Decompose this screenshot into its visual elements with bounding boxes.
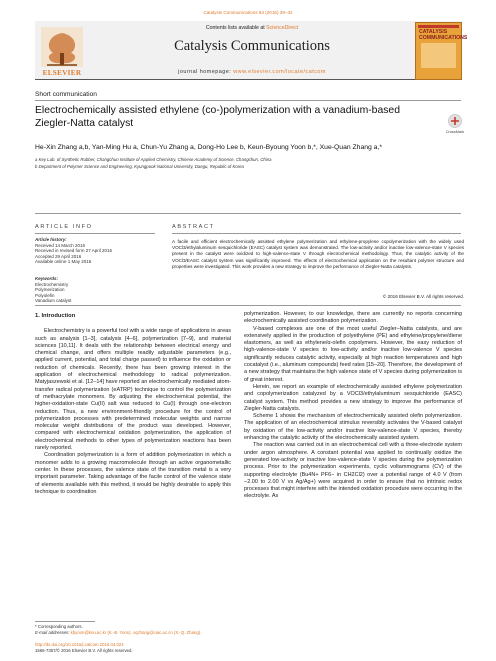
cover-band: [418, 25, 459, 28]
cover-title: CATALYSIS COMMUNICATIONS: [419, 29, 468, 41]
publisher-logo-text: ELSEVIER: [42, 69, 82, 77]
issn-line: 1566-7367/© 2016 Elsevier B.V. All rights reserved.: [35, 648, 133, 653]
cover-image: [421, 43, 456, 68]
history-received: Received 14 March 2016: [35, 242, 86, 248]
divider: [35, 233, 155, 234]
article-history: [35, 237, 155, 265]
keywords: [35, 276, 155, 304]
author-list: He-Xin Zhang a,b, Yan-Ming Hu a, Chun-Yu Zhang a, Dong-Ho Lee b, Keun-Byoung Yoon b,*, Xue-Quan Zhang a,*: [35, 144, 382, 151]
footnote-divider: [35, 621, 95, 622]
history-label: Article history:: [35, 237, 67, 242]
journal-citation[interactable]: Catalysis Communications 83 (2016) 39–42: [203, 10, 293, 15]
keyword: Vanadium catalyst: [35, 298, 72, 304]
sciencedirect-link[interactable]: ScienceDirect: [266, 25, 299, 31]
paragraph: polymerization. However, to our knowledge, there are currently no reports concerning electrochemically assisted coordination polymerization.: [244, 311, 462, 325]
history-online: Available online 1 May 2016: [35, 259, 92, 265]
divider: [35, 100, 461, 101]
keyword: Electrochemistry: [35, 281, 69, 287]
section-heading: 1. Introduction: [35, 313, 76, 319]
homepage-prefix: journal homepage:: [178, 69, 234, 75]
corresponding-note: * Corresponding authors.: [35, 624, 83, 629]
article-info-heading: ARTICLE INFO: [35, 224, 93, 230]
divider: [35, 213, 461, 214]
contents-line: [89, 25, 415, 31]
email-links[interactable]: kbyoon@knu.ac.kr (K.-B. Yoon), xqzhang@ciac.ac.cn (X.-Q. Zhang).: [70, 630, 202, 635]
article-title: Electrochemically assisted ethylene (co-)polymerization with a vanadium-based Ziegler-Natta catalyst: [35, 105, 400, 129]
history-revised: Received in revised form 27 April 2016: [35, 248, 113, 254]
history-accepted: Accepted 29 April 2016: [35, 253, 82, 259]
abstract-heading: ABSTRACT: [172, 224, 215, 230]
journal-homepage: [89, 69, 415, 75]
crossmark-label: CrossMark: [445, 130, 465, 134]
homepage-link[interactable]: www.elsevier.com/locate/catcom: [233, 69, 326, 75]
journal-title: Catalysis Communications: [174, 38, 330, 54]
doi-link[interactable]: http://dx.doi.org/10.1016/j.catcom.2016.04.024: [35, 642, 124, 647]
abstract-copyright: © 2016 Elsevier B.V. All rights reserved.: [382, 294, 464, 299]
abstract-text: A facile and efficient electrochemically assisted ethylene polymerization and ethylene-propylene copolymerization with the widely used VOCl3/ethylaluminum sesquichloride (EASC) catalyst system was demonstrated. The low-activity and/or inactive low-valence-state V species present in the catalyst were oxidized to high-valence-state V through electrochemical methodology. Thus, the catalytic activity of the VOCl3/EASC catalyst system was significantly improved. The effects of electrochemical application on the resultant polymer structure and properties were investigated. This work provides a new strategy to improve the performance of Ziegler-Natta catalysts.: [172, 239, 464, 269]
paragraph: Electrochemistry is a powerful tool with a wide range of applications in areas such as analysis [1–3], catalysis [4–6], polymerization [7–9], and material sciences [10,11]. It deals with the relationship between electrical energy and chemical change, and offers multiple readily adjustable parameters (e.g., applied current, potential, and total charge passed) to influence the oxidation or reduction of chemicals. Recently, there has been growing interest in the application of electrochemical methodology to radical polymerization. Matyjaszewski et al. [12–14] have reported an electrochemically mediated atom-transfer radical polymerization (eATRP) technique to control the polymerization of methacrylate monomers. By adjusting the electrochemical potential, the higher-oxidation-state Cu(II) salt was reduced to Cu(I) through one-electron reduction. Thus, a new environment-friendly procedure for the control of polymerization processes with predetermined molecular weights and narrow molecular weight distributions of the product was developed. However, compared with electrochemical oxidation polymerization, the application of electrochemical methods to other types of polymerization reactions has been rarely reported.: [35, 328, 231, 452]
journal-cover: [415, 22, 468, 80]
affiliation-a: a Key Lab. of Synthetic Rubber, Changchun Institute of Applied Chemistry, Chinese Academy of Science, Changchun, China: [35, 157, 272, 162]
body-right-column: [244, 311, 462, 501]
paragraph: V-based complexes are one of the most useful Ziegler–Natta catalysts, and are extensively applied in the production of polyethylene (PE) and ethylene/propylene/diene elastomers, as well as ethylene/α-olefin copolymers. However, the easy reduction of high-valence-state V species to low-activity and/or inactive low-valence V species significantly reduces catalytic activity, especially at high reaction temperatures and high cocatalyst (i.e., aluminum compounds) feed rates [15–20]. Therefore, the development of a new strategy that maintains the high valence state of V species during polymerization is of great interest.: [244, 325, 462, 383]
paragraph: Coordination polymerization is a form of addition polymerization in which a monomer adds to a growing macromolecule through an active organometallic center. In these processes, the valence state of the transition metal is a very important parameter. Taking advantage of the facile control of the valence state of elements available with this method, it would be highly desirable to apply this technique to coordination: [35, 452, 231, 495]
paragraph: Scheme 1 shows the mechanism of electrochemically assisted olefin polymerization. The application of an electrochemical stimulus reversibly activates the V-based catalyst by oxidation of the low-activity and/or inactive low-valence-state V species, thereby enhancing the catalytic activity of the electrochemically assisted system.: [244, 413, 462, 442]
body-left-column: [35, 313, 231, 496]
keywords-label: Keywords:: [35, 276, 59, 281]
email-note: [35, 630, 231, 635]
paragraph: Herein, we report an example of electrochemically assisted ethylene polymerization and copolymerization catalyzed by a VOCl3/ethylaluminum sesquichloride (EASC) catalyst system. This method provides a new strategy to improve the performance of Ziegler-Natta catalysts.: [244, 383, 462, 412]
contents-prefix: Contents lists available at: [205, 25, 267, 31]
affiliation-b: b Department of Polymer Science and Engineering, Kyungpook National University, Daegu, Republic of Korea: [35, 164, 244, 169]
divider: [35, 305, 461, 306]
keyword: Polyolefin: [35, 292, 55, 298]
divider: [172, 233, 461, 234]
email-prefix: E-mail addresses:: [35, 630, 71, 635]
paragraph: The reaction was carried out in an electrochemical cell with a three-electrode system under argon atmosphere. A constant potential was applied to continually oxidize the generated low-activity or inactive low-valence-state V species during the polymerization process. Prior to the polymerization experiments, cyclic voltammograms (CV) of the supporting electrolyte (Bu4N+ PF6− in CH2Cl2) over a potential range of 4.0 V (from −2.00 to 2.00 V vs Ag/Ag+) were acquired in order to ensure that no intrinsic redox processes that might interfere with the intended oxidation procedure were occurring in the electrolyte. As: [244, 442, 462, 500]
crossmark-icon[interactable]: [448, 114, 462, 128]
keyword: Polymerization: [35, 287, 65, 293]
article-type: Short communication: [35, 91, 97, 98]
